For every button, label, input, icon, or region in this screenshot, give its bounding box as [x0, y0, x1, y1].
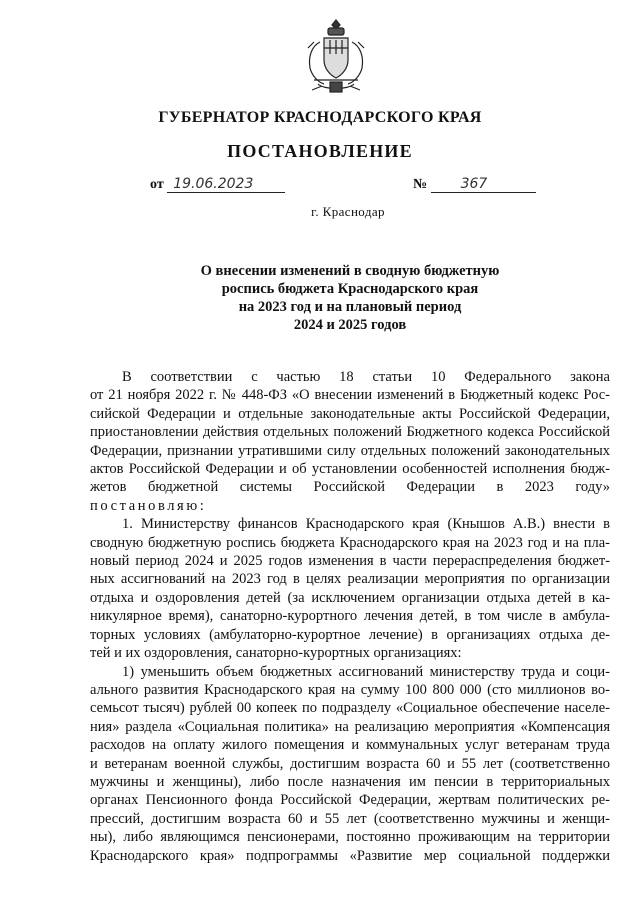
body-line: и ветеранам военной службы, достигшим возраста 60 и 55 лет (соответственно [90, 755, 610, 772]
body-line: приостановлении действия отдельных положений Бюджетного кодекса Российской [90, 424, 610, 441]
body-line: органах Пенсионного фонда Российской Федерации, жертвам политических ре- [90, 792, 610, 809]
body-line: Федерации, признании утратившими силу отдельных положений законодательных [90, 442, 610, 459]
body-line: сводную бюджетную роспись бюджета Краснодарского края на 2023 год и на пла- [90, 534, 610, 551]
document-body [90, 368, 610, 865]
coat-of-arms-emblem [300, 18, 372, 98]
title-line: 2024 и 2025 годов [293, 317, 407, 333]
title-line: на 2023 год и на плановый период [238, 299, 462, 315]
body-line: Краснодарского края» подпрограммы «Развитие мер социальной поддержки [90, 847, 610, 864]
body-line: 1. Министерству финансов Краснодарского края (Кнышов А.В.) внести в [122, 516, 610, 533]
body-line: тей и их оздоровления, санаторно-курортных организациях: [90, 645, 462, 662]
body-line: ния» раздела «Социальная политика» на реализацию мероприятия «Компенсация [90, 718, 610, 735]
number-prefix: № [413, 177, 428, 192]
number-field [413, 176, 536, 193]
date-prefix: от [150, 177, 164, 192]
body-line: никулярное время), санаторно-курортного лечения детей, в том числе в амбула- [90, 608, 610, 625]
document-type: ПОСТАНОВЛЕНИЕ [227, 141, 413, 161]
body-line: новый период 2024 и 2025 годов изменения в части перераспределения бюджет- [90, 553, 610, 570]
body-line: сийской Федерации и отдельные законодательные акты Российской Федерации, [90, 405, 610, 422]
body-line-decree: постановляю: [90, 497, 207, 514]
body-line: от 21 ноября 2022 г. № 448-ФЗ «О внесении изменений в Бюджетный кодекс Рос- [90, 387, 610, 404]
date-value: 19.06.2023 [167, 176, 285, 193]
number-value: 367 [431, 176, 536, 193]
body-line: 1) уменьшить объем бюджетных ассигнований министерству труда и соци- [122, 663, 610, 680]
body-line: семьсот тысяч) рублей 00 копеек по подразделу «Социальное обеспечение населе- [90, 700, 610, 717]
body-line: актов Российской Федерации и об установлении особенностей исполнения бюдж- [90, 461, 610, 478]
title-line: роспись бюджета Краснодарского края [221, 281, 479, 297]
city: г. Краснодар [311, 204, 385, 219]
body-line: торных условиях (амбулаторно-курортное лечение) в организациях отдыха де- [90, 626, 610, 643]
body-line: жетов бюджетной системы Российской Федерации в 2023 году» [90, 479, 610, 496]
organization-name: ГУБЕРНАТОР КРАСНОДАРСКОГО КРАЯ [158, 109, 482, 126]
body-line: отдыха и оздоровления детей (за исключением организации отдыха детей в ка- [90, 589, 610, 606]
body-line: ны), либо являющимся пенсионерами, постоянно проживающим на территории [90, 829, 610, 846]
title-line: О внесении изменений в сводную бюджетную [200, 263, 500, 279]
body-line: ных ассигнований на 2023 год в целях реализации мероприятия по организации [90, 571, 610, 588]
body-line: расходов на оплату жилого помещения и коммунальных услуг ветеранам труда [90, 737, 610, 754]
document-title [0, 262, 640, 334]
body-line: мужчины и женщины), либо после назначения им пенсии в территориальных [90, 773, 610, 790]
date-field [150, 176, 285, 193]
body-line: ального развития Краснодарского края на сумму 100 800 000 (сто миллионов во- [90, 681, 610, 698]
body-line: прессий, достигшим возраста 60 и 55 лет (соответственно мужчины и женщи- [90, 810, 610, 827]
body-line: В соответствии с частью 18 статьи 10 Федерального закона [122, 369, 610, 385]
